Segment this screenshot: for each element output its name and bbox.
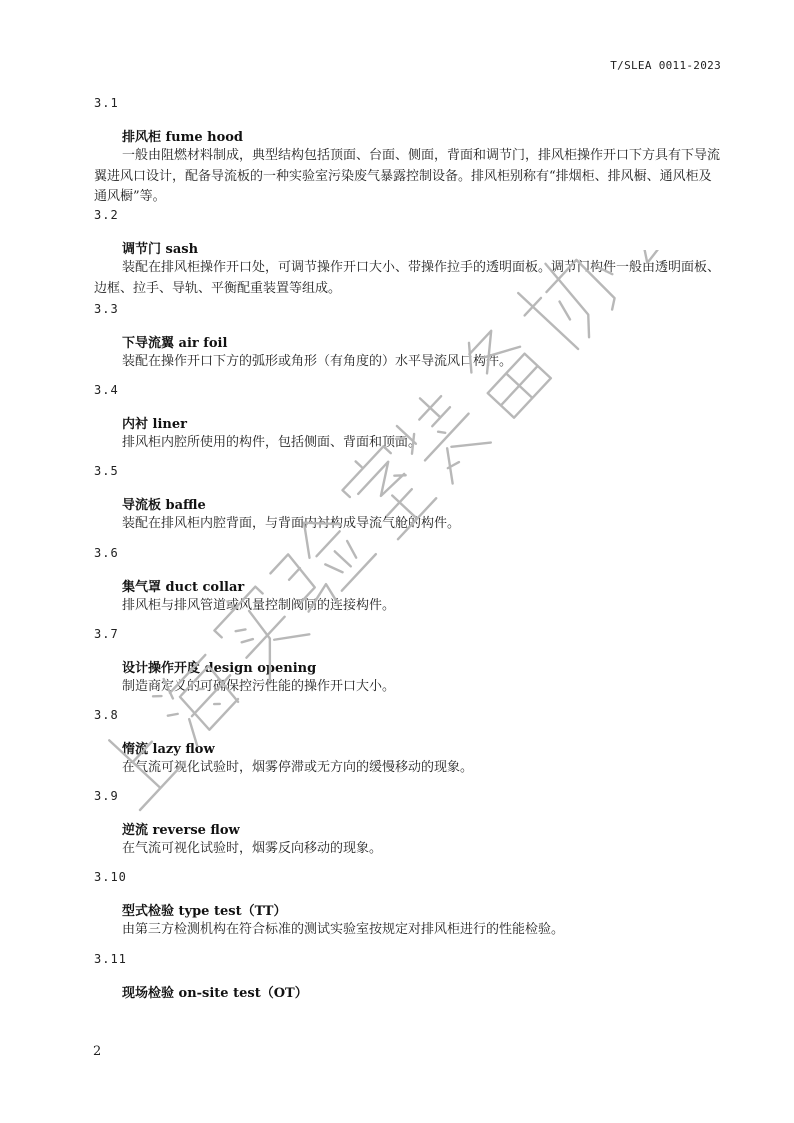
term-number: 3.4 bbox=[94, 383, 119, 398]
term-title: 设计操作开度 design opening bbox=[122, 660, 317, 676]
term-title: 现场检验 on-site test（OT） bbox=[122, 985, 308, 1001]
term-definition: 在气流可视化试验时，烟雾反向移动的现象。 bbox=[122, 841, 383, 857]
term-definition: 一般由阻燃材料制成，典型结构包括顶面、台面、侧面，背面和调节门，排风柜操作开口下方具有下导流翼进风口设计，配备导流板的一种实验室污染废气暴露控制设备。排风柜别称有“排烟柜、排风橱、通风柜及通风橱”等。 bbox=[94, 148, 721, 204]
term-number: 3.8 bbox=[94, 707, 119, 722]
page-number: 2 bbox=[93, 1044, 102, 1059]
term-definition: 在气流可视化试验时，烟雾停滞或无方向的缓慢移动的现象。 bbox=[122, 759, 474, 775]
term-number: 3.10 bbox=[94, 870, 127, 885]
term-definition: 排风柜与排风管道或风量控制阀间的连接构件。 bbox=[122, 597, 396, 613]
term-entry bbox=[0, 208, 794, 302]
term-number: 3.5 bbox=[94, 464, 119, 479]
term-entry bbox=[0, 708, 794, 789]
term-list bbox=[0, 96, 794, 1033]
term-number: 3.11 bbox=[94, 951, 127, 966]
term-entry bbox=[0, 383, 794, 464]
term-number: 3.3 bbox=[94, 302, 119, 316]
term-title: 内衬 liner bbox=[122, 417, 187, 433]
term-number: 3.1 bbox=[94, 96, 119, 110]
term-entry bbox=[0, 627, 794, 708]
term-entry bbox=[0, 96, 794, 208]
term-number: 3.9 bbox=[94, 789, 119, 804]
term-title: 惰流 lazy flow bbox=[122, 741, 215, 757]
term-entry bbox=[0, 302, 794, 383]
term-definition: 排风柜内腔所使用的构件，包括侧面、背面和顶面。 bbox=[122, 435, 422, 451]
term-entry bbox=[0, 952, 794, 1033]
term-entry bbox=[0, 789, 794, 870]
term-number: 3.2 bbox=[94, 208, 119, 222]
document-code: T/SLEA 0011-2023 bbox=[610, 59, 721, 72]
term-title: 导流板 baffle bbox=[122, 498, 206, 514]
term-title: 型式检验 type test（TT） bbox=[122, 904, 287, 920]
term-entry bbox=[0, 546, 794, 627]
term-title: 逆流 reverse flow bbox=[122, 823, 240, 839]
term-number: 3.6 bbox=[94, 545, 119, 560]
term-title: 排风柜 fume hood bbox=[122, 130, 244, 145]
term-definition: 由第三方检测机构在符合标准的测试实验室按规定对排风柜进行的性能检验。 bbox=[122, 922, 565, 938]
term-title: 集气罩 duct collar bbox=[122, 579, 245, 595]
term-entry bbox=[0, 870, 794, 951]
term-definition: 制造商定义的可确保控污性能的操作开口大小。 bbox=[122, 678, 396, 694]
term-definition: 装配在排风柜内腔背面，与背面内衬构成导流气舱的构件。 bbox=[122, 516, 461, 532]
term-title: 下导流翼 air foil bbox=[122, 336, 228, 351]
term-entry bbox=[0, 464, 794, 545]
term-definition: 装配在操作开口下方的弧形或角形（有角度的）水平导流风口构件。 bbox=[122, 354, 513, 369]
term-definition: 装配在排风柜操作开口处，可调节操作开口大小、带操作拉手的透明面板。调节门构件一般由透明面板、边框、拉手、导轨、平衡配重装置等组成。 bbox=[94, 260, 721, 296]
term-title: 调节门 sash bbox=[122, 242, 199, 257]
term-number: 3.7 bbox=[94, 626, 119, 641]
